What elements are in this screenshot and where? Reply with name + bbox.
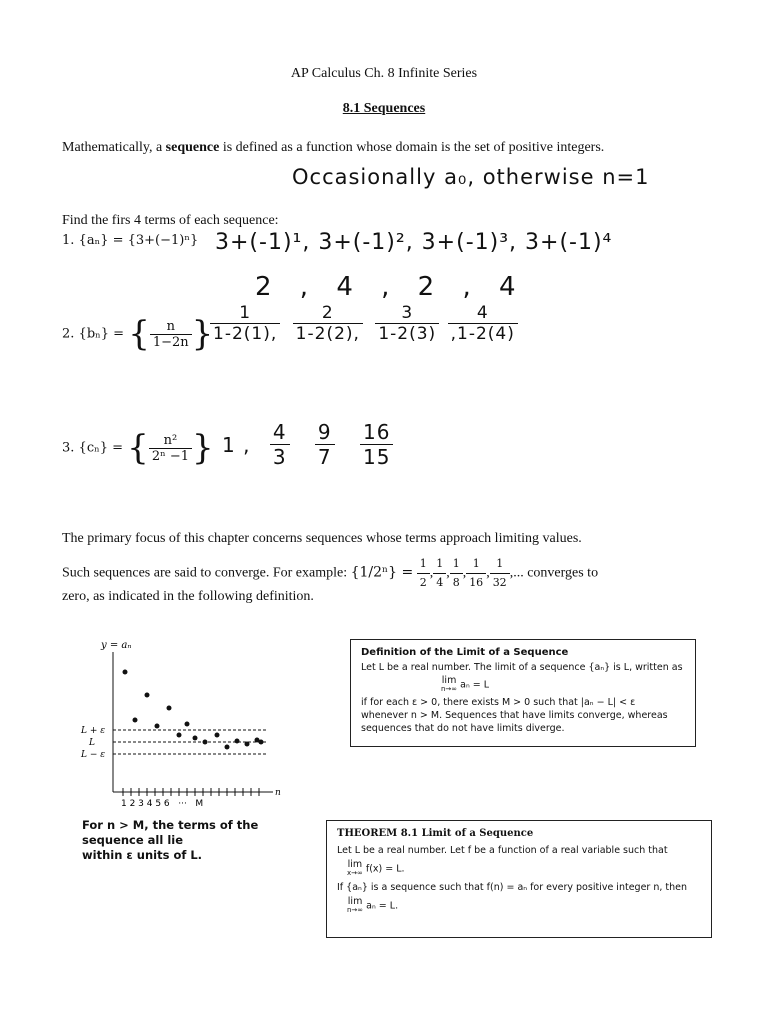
problem-1: 1. {aₙ} = {3+(−1)ⁿ} <box>62 233 199 248</box>
graph-y-label: y = aₙ <box>101 640 132 651</box>
theorem-limit-1: lim x→∞ f(x) = L. <box>347 859 405 877</box>
focus-line-3: zero, as indicated in the following definition. <box>62 589 314 604</box>
theorem-heading: THEOREM 8.1 Limit of a Sequence <box>337 828 534 839</box>
definition-limit: lim n→∞ aₙ = L <box>441 675 490 693</box>
graph-tick-labels: 1 2 3 4 5 6 ··· M <box>121 799 204 809</box>
epsilon-band-lines <box>113 730 267 754</box>
section-title: 8.1 Sequences <box>342 101 426 116</box>
focus-line-1: The primary focus of this chapter concerns sequences whose terms approach limiting values. <box>62 531 582 546</box>
graph-caption: For n > M, the terms of the sequence all lie within ε units of L. <box>82 818 259 862</box>
theorem-line-1: Let L be a real number. Let f be a function of a real variable such that <box>337 845 668 856</box>
sequence-points <box>123 670 264 750</box>
level-label-limit: L <box>89 738 95 748</box>
definition-box <box>350 639 696 747</box>
theorem-line-2: If {aₙ} is a sequence such that f(n) = aₙ for every positive integer n, then <box>337 882 688 893</box>
problem-2-work: $\frac{1}{1-2(1),}$ $\frac{2}{1-2(2),}$ $\frac{3}{1-2(3)}$ $\frac{4}{,1-2(4)}$ <box>210 303 518 344</box>
intro-text: Mathematically, a sequence is defined as a function whose domain is the set of positive integers. <box>62 140 605 155</box>
theorem-box <box>326 820 712 938</box>
definition-heading: Definition of the Limit of a Sequence <box>361 647 569 658</box>
problem-2: 2. {bₙ} = { $\frac{n}{1-2n}$ } <box>62 314 214 354</box>
problem-1-work: 3+(-1)¹, 3+(-1)², 3+(-1)³, 3+(-1)⁴ <box>215 230 613 255</box>
task-prompt: Find the firs 4 terms of each sequence: <box>62 213 279 228</box>
focus-line-2: Such sequences are said to converge. For example: {1/2ⁿ} = $\frac{1}{2}$ , $\frac{1}{4}$ , $\frac{1}{8}$ , $\frac{1}{16}$ , $\frac{1}{32}$ ,... converges to <box>62 555 742 592</box>
page-title: AP Calculus Ch. 8 Infinite Series <box>290 66 478 81</box>
problem-1-answers: 2 , 4 , 2 , 4 <box>255 272 517 302</box>
sequence-term: sequence <box>165 140 220 155</box>
problem-3-work: 1 , $\frac{4}{3}$ $\frac{9}{7}$ $\frac{16}{15}$ <box>222 420 393 469</box>
theorem-limit-2: lim n→∞ aₙ = L. <box>347 896 399 914</box>
problem-3-fraction: $\frac{\text{n²}}{\text{2ⁿ −1}}$ <box>149 433 192 464</box>
problem-2-fraction: $\frac{n}{1-2n}$ <box>150 319 192 350</box>
graph-n-label: n <box>275 788 281 798</box>
level-label-lower: L − ε <box>81 750 106 760</box>
handwritten-note: Occasionally a₀, otherwise n=1 <box>292 165 650 189</box>
level-label-upper: L + ε <box>81 726 106 736</box>
definition-line-1: Let L be a real number. The limit of a sequence {aₙ} is L, written as <box>361 662 683 673</box>
problem-1-expression: {aₙ} = {3+(−1)ⁿ} <box>78 233 199 248</box>
problem-3: 3. {cₙ} = { $\frac{\text{n²}}{\text{2ⁿ −1}}$ } <box>62 428 214 468</box>
definition-line-2: if for each ε > 0, there exists M > 0 such that |aₙ − L| < ε whenever n > M. Sequences that have limits converge, whereas sequences that do not have limits diverge. <box>361 697 668 734</box>
sequence-limit-graph <box>75 632 305 817</box>
